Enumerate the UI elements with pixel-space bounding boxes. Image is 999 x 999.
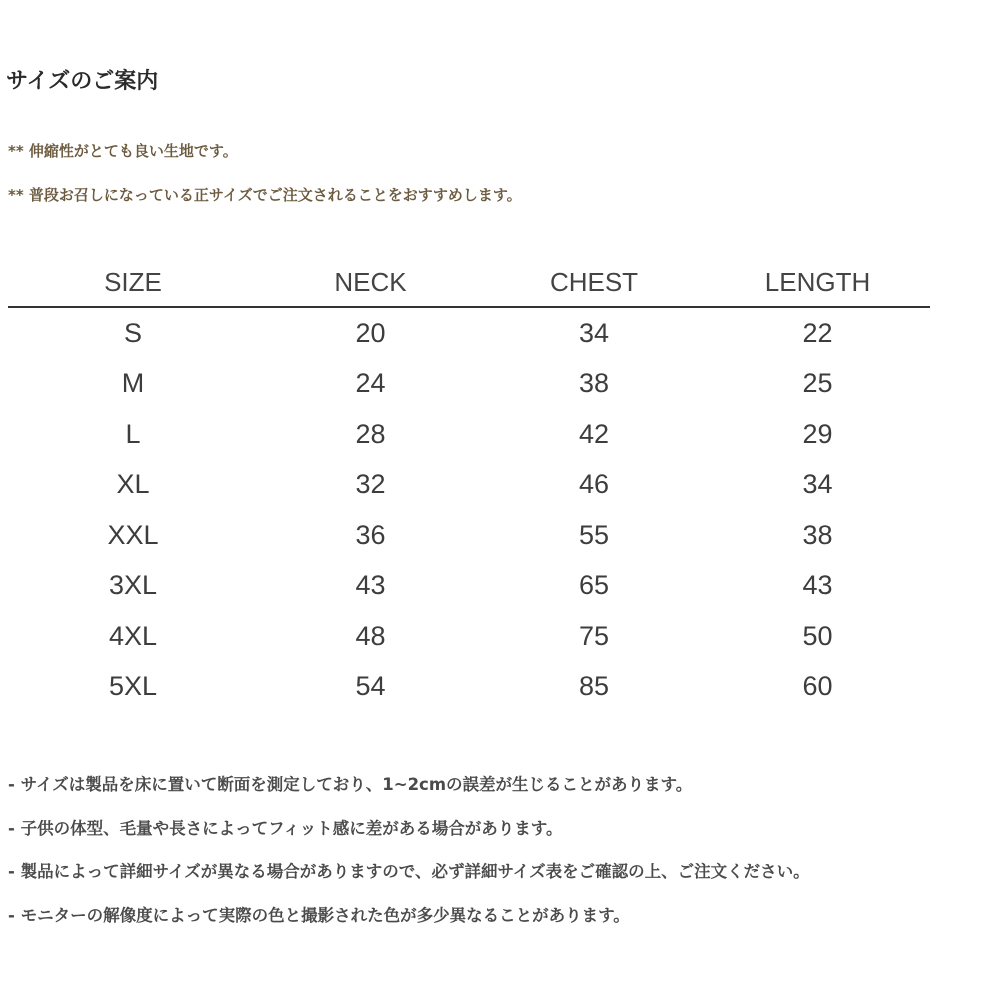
size-cell: 3XL bbox=[108, 570, 158, 601]
neck-cell: 24 bbox=[355, 368, 386, 399]
size-cell: XL bbox=[116, 469, 150, 500]
size-cell: 4XL bbox=[108, 620, 158, 651]
page-title: サイズのご案内 bbox=[6, 69, 159, 94]
table-row bbox=[8, 359, 930, 410]
length-cell: 22 bbox=[802, 317, 833, 348]
size-cell: S bbox=[123, 317, 142, 348]
neck-cell: 54 bbox=[355, 671, 386, 702]
length-cell: 38 bbox=[802, 519, 833, 550]
length-cell: 25 bbox=[802, 368, 833, 399]
table-row bbox=[8, 510, 930, 561]
table-row bbox=[8, 460, 930, 511]
chest-cell: 65 bbox=[578, 570, 610, 601]
size-recommendation-note: ** 普段お召しになっている正サイズでご注文されることをおすすめします。 bbox=[8, 186, 522, 204]
length-cell: 29 bbox=[802, 418, 833, 449]
measurement-note: - サイズは製品を床に置いて断面を測定しており、1~2cmの誤差が生じることがあります。 bbox=[8, 775, 693, 794]
neck-cell: 32 bbox=[355, 469, 386, 500]
chest-cell: 75 bbox=[578, 620, 610, 651]
footer-notes bbox=[8, 770, 810, 944]
chest-cell: 85 bbox=[578, 671, 610, 702]
fabric-note: ** 伸縮性がとても良い生地です。 bbox=[8, 142, 238, 160]
neck-cell: 36 bbox=[355, 519, 386, 550]
header-size: SIZE bbox=[104, 266, 162, 297]
neck-cell: 43 bbox=[355, 570, 386, 601]
fit-note: - 子供の体型、毛量や長さによってフィット感に差がある場合があります。 bbox=[8, 818, 563, 838]
neck-cell: 28 bbox=[355, 418, 386, 449]
neck-cell: 20 bbox=[355, 317, 386, 348]
length-cell: 43 bbox=[802, 570, 833, 601]
header-length: LENGTH bbox=[764, 266, 871, 297]
table-row bbox=[8, 662, 930, 713]
table-row bbox=[8, 611, 930, 662]
header-neck: NECK bbox=[334, 266, 407, 297]
chest-cell: 34 bbox=[578, 317, 610, 348]
size-table-header bbox=[8, 258, 930, 308]
chest-cell: 55 bbox=[578, 519, 610, 550]
size-cell: 5XL bbox=[108, 671, 158, 702]
chest-cell: 38 bbox=[578, 368, 610, 399]
size-cell: M bbox=[121, 368, 145, 399]
size-cell: XXL bbox=[107, 519, 159, 550]
size-chart-note: - 製品によって詳細サイズが異なる場合がありますので、必ず詳細サイズ表をご確認の上、ご注文ください。 bbox=[8, 862, 810, 881]
neck-cell: 48 bbox=[355, 620, 386, 651]
table-row bbox=[8, 409, 930, 460]
length-cell: 34 bbox=[802, 469, 833, 500]
table-row bbox=[8, 561, 930, 612]
length-cell: 60 bbox=[802, 671, 833, 702]
length-cell: 50 bbox=[802, 620, 833, 651]
header-chest: CHEST bbox=[549, 266, 639, 297]
size-cell: L bbox=[125, 418, 141, 449]
chest-cell: 46 bbox=[578, 469, 610, 500]
size-table bbox=[8, 258, 930, 712]
table-row bbox=[8, 308, 930, 359]
color-note: - モニターの解像度によって実際の色と撮影された色が多少異なることがあります。 bbox=[8, 905, 630, 925]
chest-cell: 42 bbox=[578, 418, 610, 449]
